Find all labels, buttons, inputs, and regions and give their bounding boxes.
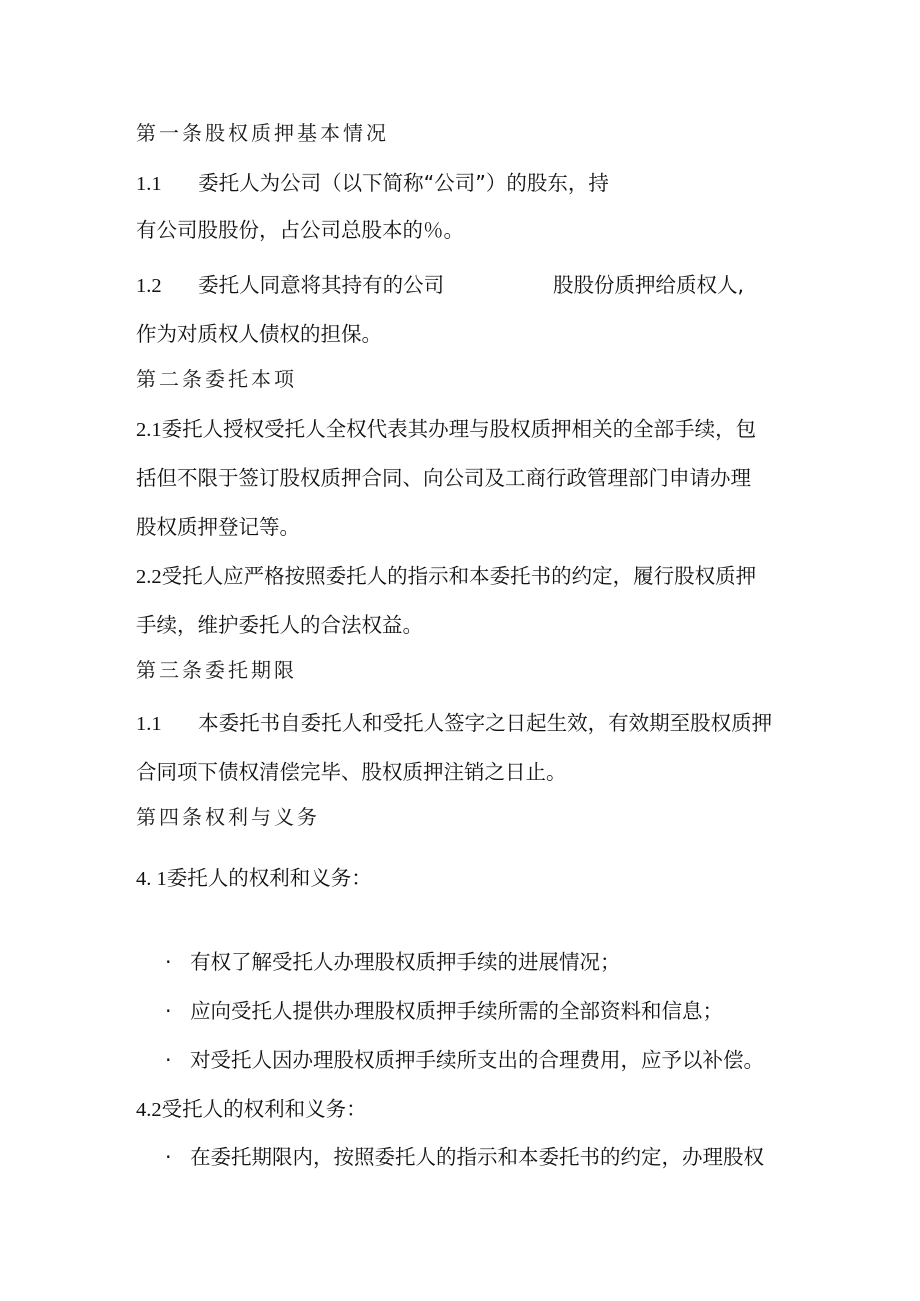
bullet-text: 应向受托人提供办理股权质押手续所需的全部资料和信息； [190,999,724,1023]
article-1-clause-1-line-1 [136,166,609,196]
bullet-text: 在委托期限内，按照委托人的指示和本委托书的约定，办理股权 [190,1145,765,1169]
article-1-clause-1-line-2: 有公司股股份，占公司总股本的％。 [136,218,464,242]
article-2-clause-2-line-2: 手续，维护委托人的合法权益。 [136,613,423,637]
article-4-heading: 第四条权利与义务 [136,805,320,829]
clause-number: 1.1 [136,173,162,195]
section-number: 4.2 [136,1099,162,1121]
clause-text: 委托人同意将其持有的公司 [198,273,445,297]
section-title: 委托人的权利和义务： [166,866,372,890]
section-number: 4. 1 [136,868,167,890]
article-1-clause-2-line-1 [136,268,444,298]
clause-number: 2.2 [136,566,162,588]
clause-text: 委托人为公司（以下简称“公司”）的股东，持 [198,171,609,195]
bullet-item [165,1043,764,1073]
article-4-section-1-title [136,861,372,891]
article-4-section-2-title [136,1092,367,1122]
bullet-item [165,1140,764,1170]
clause-number: 1.1 [136,713,162,735]
clause-text: 本委托书自委托人和受托人签字之日起生效，有效期至股权质押 [198,711,773,735]
bullet-item [165,994,723,1024]
clause-number: 1.2 [136,275,162,297]
article-1-heading: 第一条股权质押基本情况 [136,121,389,145]
bullet-icon: · [165,950,172,974]
clause-number: 2.1 [136,419,162,441]
bullet-icon: · [165,1145,172,1169]
article-1-clause-2-line-2: 作为对质权人债权的担保。 [136,322,382,346]
article-2-clause-1-line-1 [136,412,756,442]
article-2-clause-1-line-2: 括但不限于签订股权质押合同、向公司及工商行政管理部门申请办理 [136,466,751,490]
bullet-text: 对受托人因办理股权质押手续所支出的合理费用，应予以补偿。 [190,1048,765,1072]
article-2-heading: 第二条委托本项 [136,367,297,391]
clause-text: 受托人应严格按照委托人的指示和本委托书的约定，履行股权质押 [161,564,757,588]
article-3-heading: 第三条委托期限 [136,658,297,682]
article-3-clause-1-line-1 [136,706,772,736]
article-2-clause-1-line-3: 股权质押登记等。 [136,515,300,539]
article-2-clause-2-line-1 [136,559,756,589]
article-3-clause-1-line-2: 合同项下债权清偿完毕、股权质押注销之日止。 [136,760,567,784]
clause-text: 委托人授权受托人全权代表其办理与股权质押相关的全部手续，包 [161,417,757,441]
bullet-item [165,945,621,975]
bullet-text: 有权了解受托人办理股权质押手续的进展情况； [190,950,621,974]
bullet-icon: · [165,999,172,1023]
bullet-icon: · [165,1048,172,1072]
section-title: 受托人的权利和义务： [161,1097,367,1121]
article-1-clause-2-line-1-continued: 股股份质押给质权人, [553,273,745,297]
